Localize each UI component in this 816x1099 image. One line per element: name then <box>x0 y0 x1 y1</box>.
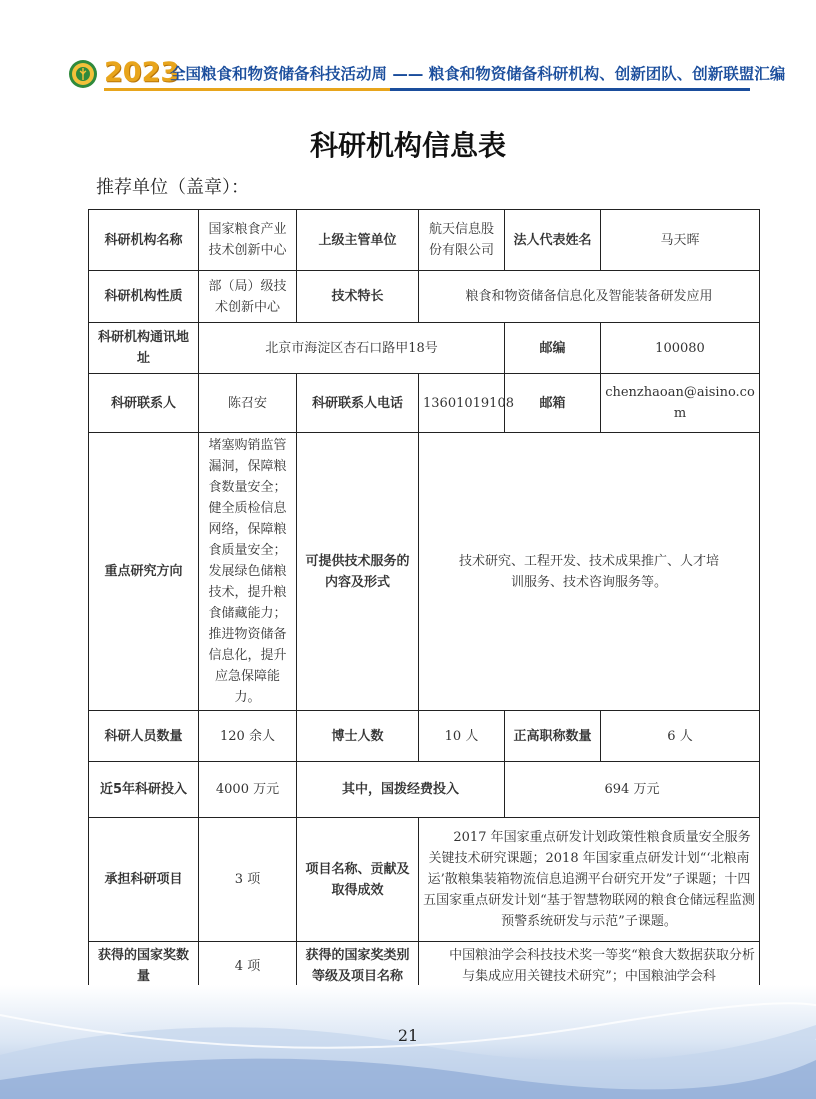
contact-value: 陈召安 <box>199 374 297 433</box>
header-year: 2023 <box>104 57 180 88</box>
page-title: 科研机构信息表 <box>309 129 506 162</box>
contact-phone-value: 13601019108 <box>419 374 505 433</box>
staff-count-value: 120 余人 <box>199 711 297 762</box>
email-label: 邮箱 <box>505 374 601 433</box>
parent-unit-value: 航天信息股份有限公司 <box>419 210 505 271</box>
legal-rep-label: 法人代表姓名 <box>505 210 601 271</box>
institution-nature-value: 部（局）级技术创新中心 <box>199 271 297 323</box>
national-awards-label: 获得的国家奖数量 <box>89 942 199 991</box>
award-types-text: 中国粮油学会科技技术奖一等奖“粮食大数据获取分析与集成应用关键技术研究”；中国粮油学会科 <box>449 948 755 984</box>
table-row <box>89 323 760 374</box>
research-investment-label: 近5年科研投入 <box>89 762 199 818</box>
staff-count-label: 科研人员数量 <box>89 711 199 762</box>
address-value: 北京市海淀区杏石口路甲18号 <box>199 323 505 374</box>
table-row <box>89 433 760 711</box>
projects-label: 承担科研项目 <box>89 818 199 942</box>
phd-count-value: 10 人 <box>419 711 505 762</box>
research-direction-label: 重点研究方向 <box>89 433 199 711</box>
service-value: 技术研究、工程开发、技术成果推广、人才培训服务、技术咨询服务等。 <box>419 433 760 711</box>
tech-specialty-label: 技术特长 <box>297 271 419 323</box>
page-header <box>0 0 816 100</box>
table-row <box>89 374 760 433</box>
tech-specialty-value: 粮食和物资储备信息化及智能装备研发应用 <box>419 271 760 323</box>
legal-rep-value: 马天晖 <box>601 210 760 271</box>
parent-unit-label: 上级主管单位 <box>297 210 419 271</box>
service-label: 可提供技术服务的内容及形式 <box>297 433 419 711</box>
national-awards-value: 4 项 <box>199 942 297 991</box>
table-row <box>89 818 760 942</box>
senior-title-label: 正高职称数量 <box>505 711 601 762</box>
institution-nature-label: 科研机构性质 <box>89 271 199 323</box>
projects-value: 3 项 <box>199 818 297 942</box>
achievements-label: 项目名称、贡献及取得成效 <box>297 818 419 942</box>
page-number: 21 <box>397 1026 419 1045</box>
contact-phone-label: 科研联系人电话 <box>297 374 419 433</box>
email-value: chenzhaoan@aisino.com <box>601 374 760 433</box>
recommender-label: 推荐单位（盖章）： <box>96 177 249 198</box>
research-investment-value: 4000 万元 <box>199 762 297 818</box>
header-title: 全国粮食和物资储备科技活动周 —— 粮食和物资储备科研机构、创新团队、创新联盟汇编 <box>170 65 786 83</box>
achievements-value: 2017 年国家重点研发计划政策性粮食质量安全服务关键技术研究课题；2018 年国家重点研发计划“‘北粮南运’散粮集装箱物流信息追溯平台研究开发”子课题；十四五国家重点研发计划“基于智慧物联网的粮食仓储远程监测预警系统研发与示范”子课题。 <box>419 818 760 942</box>
address-label: 科研机构通讯地址 <box>89 323 199 374</box>
institution-info-table <box>88 209 760 991</box>
institution-name-label: 科研机构名称 <box>89 210 199 271</box>
award-types-label: 获得的国家奖类别等级及项目名称 <box>297 942 419 991</box>
zip-label: 邮编 <box>505 323 601 374</box>
table-row <box>89 210 760 271</box>
table-row <box>89 711 760 762</box>
table-row <box>89 271 760 323</box>
header-divider-blue <box>390 88 750 91</box>
research-direction-value: 堵塞购销监管漏洞，保障粮食数量安全；健全质检信息网络，保障粮食质量安全；发展绿色储粮技术，提升粮食储藏能力；推进物资储备信息化，提升应急保障能力。 <box>199 433 297 711</box>
table-row <box>89 762 760 818</box>
institution-name-value: 国家粮食产业技术创新中心 <box>199 210 297 271</box>
grain-emblem-icon <box>68 59 98 89</box>
national-funding-label: 其中，国拨经费投入 <box>297 762 505 818</box>
table-row <box>89 942 760 991</box>
award-types-value <box>419 942 760 991</box>
contact-label: 科研联系人 <box>89 374 199 433</box>
senior-title-value: 6 人 <box>601 711 760 762</box>
phd-count-label: 博士人数 <box>297 711 419 762</box>
zip-value: 100080 <box>601 323 760 374</box>
national-funding-value: 694 万元 <box>505 762 760 818</box>
